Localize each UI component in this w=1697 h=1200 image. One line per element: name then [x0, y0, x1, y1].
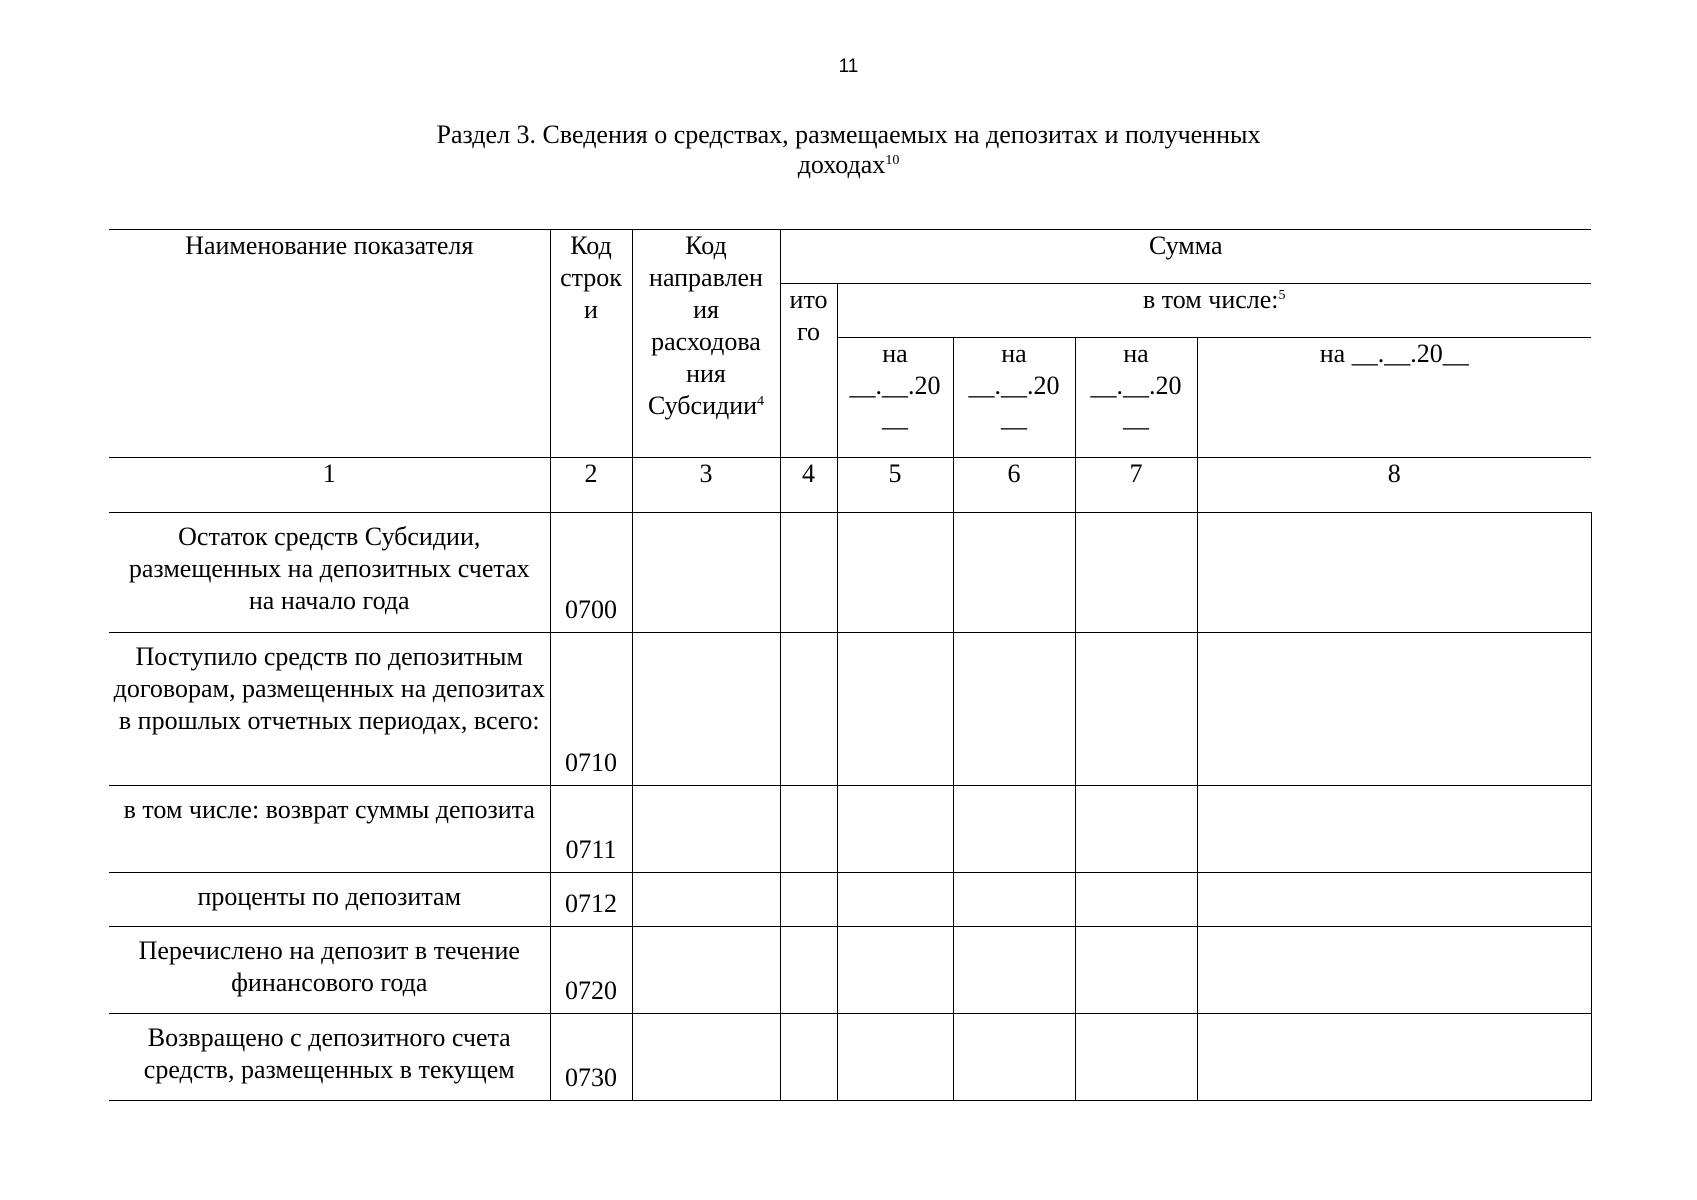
header-including-text: в том числе: [1142, 285, 1279, 314]
header-row-code: Код строк и [550, 230, 632, 458]
cell-date-6[interactable] [953, 1014, 1075, 1101]
header-total: ито го [780, 284, 837, 458]
column-number: 6 [953, 458, 1075, 513]
header-date-col-7: на __.__.20 __ [1075, 338, 1197, 458]
cell-date-5[interactable] [837, 633, 953, 786]
cell-total[interactable] [780, 927, 837, 1014]
cell-date-8[interactable] [1197, 513, 1591, 633]
cell-date-7[interactable] [1075, 927, 1197, 1014]
header-including-footnote: 5 [1278, 288, 1286, 303]
cell-date-5[interactable] [837, 927, 953, 1014]
row-code: 0710 [550, 633, 632, 786]
cell-date-7[interactable] [1075, 513, 1197, 633]
row-code: 0711 [550, 786, 632, 873]
cell-date-6[interactable] [953, 786, 1075, 873]
cell-direction-code[interactable] [632, 927, 780, 1014]
column-number: 7 [1075, 458, 1197, 513]
row-name: Возвращено с депозитного счета средств, размещенных в текущем [109, 1014, 550, 1101]
cell-total[interactable] [780, 633, 837, 786]
table-row [109, 513, 1591, 633]
cell-total[interactable] [780, 1014, 837, 1101]
column-number: 2 [550, 458, 632, 513]
row-code: 0700 [550, 513, 632, 633]
cell-total[interactable] [780, 786, 837, 873]
column-number: 1 [109, 458, 550, 513]
header-direction-code-footnote: 4 [757, 394, 765, 409]
cell-total[interactable] [780, 513, 837, 633]
section-title [300, 120, 1397, 180]
cell-total[interactable] [780, 873, 837, 927]
table-row [109, 1014, 1591, 1101]
row-code: 0730 [550, 1014, 632, 1101]
column-number: 8 [1197, 458, 1591, 513]
cell-date-6[interactable] [953, 513, 1075, 633]
table-row [109, 633, 1591, 786]
section-title-line2-text: доходах [797, 150, 886, 179]
column-number: 3 [632, 458, 780, 513]
cell-date-8[interactable] [1197, 927, 1591, 1014]
column-number: 5 [837, 458, 953, 513]
row-name: Поступило средств по депозитным договорам, размещенных на депозитах в прошлых отчетных периодах, всего: [109, 633, 550, 786]
cell-date-7[interactable] [1075, 1014, 1197, 1101]
cell-date-6[interactable] [953, 633, 1075, 786]
header-date-col-6: на __.__.20 __ [953, 338, 1075, 458]
header-direction-code-text: Код направлен ия расходова ния Субсидии [647, 231, 763, 420]
cell-direction-code[interactable] [632, 633, 780, 786]
header-including [837, 284, 1591, 338]
deposits-table [109, 229, 1592, 1101]
cell-date-8[interactable] [1197, 633, 1591, 786]
section-title-line2 [300, 150, 1397, 180]
cell-date-5[interactable] [837, 786, 953, 873]
header-date-col-5: на __.__.20 __ [837, 338, 953, 458]
row-name: проценты по депозитам [109, 873, 550, 927]
row-code: 0720 [550, 927, 632, 1014]
row-code: 0712 [550, 873, 632, 927]
page-number: 11 [838, 56, 859, 77]
cell-date-5[interactable] [837, 1014, 953, 1101]
cell-date-7[interactable] [1075, 786, 1197, 873]
cell-date-8[interactable] [1197, 873, 1591, 927]
header-direction-code [632, 230, 780, 458]
cell-date-6[interactable] [953, 927, 1075, 1014]
table-row [109, 786, 1591, 873]
cell-date-7[interactable] [1075, 873, 1197, 927]
cell-direction-code[interactable] [632, 786, 780, 873]
header-date-col-8: на __.__.20__ [1197, 338, 1591, 458]
cell-date-6[interactable] [953, 873, 1075, 927]
row-name: Остаток средств Субсидии, размещенных на депозитных счетах на начало года [109, 513, 550, 633]
row-name: в том числе: возврат суммы депозита [109, 786, 550, 873]
table-row [109, 927, 1591, 1014]
table-row [109, 873, 1591, 927]
column-number: 4 [780, 458, 837, 513]
cell-direction-code[interactable] [632, 1014, 780, 1101]
header-name: Наименование показателя [109, 230, 550, 458]
column-numbers-row [109, 458, 1591, 513]
section-title-line1: Раздел 3. Сведения о средствах, размещаемых на депозитах и полученных [436, 120, 1261, 149]
cell-direction-code[interactable] [632, 873, 780, 927]
cell-date-5[interactable] [837, 873, 953, 927]
section-title-footnote: 10 [885, 153, 900, 168]
cell-date-8[interactable] [1197, 1014, 1591, 1101]
cell-direction-code[interactable] [632, 513, 780, 633]
cell-date-8[interactable] [1197, 786, 1591, 873]
cell-date-5[interactable] [837, 513, 953, 633]
row-name: Перечислено на депозит в течение финансового года [109, 927, 550, 1014]
header-sum: Сумма [780, 230, 1591, 284]
cell-date-7[interactable] [1075, 633, 1197, 786]
